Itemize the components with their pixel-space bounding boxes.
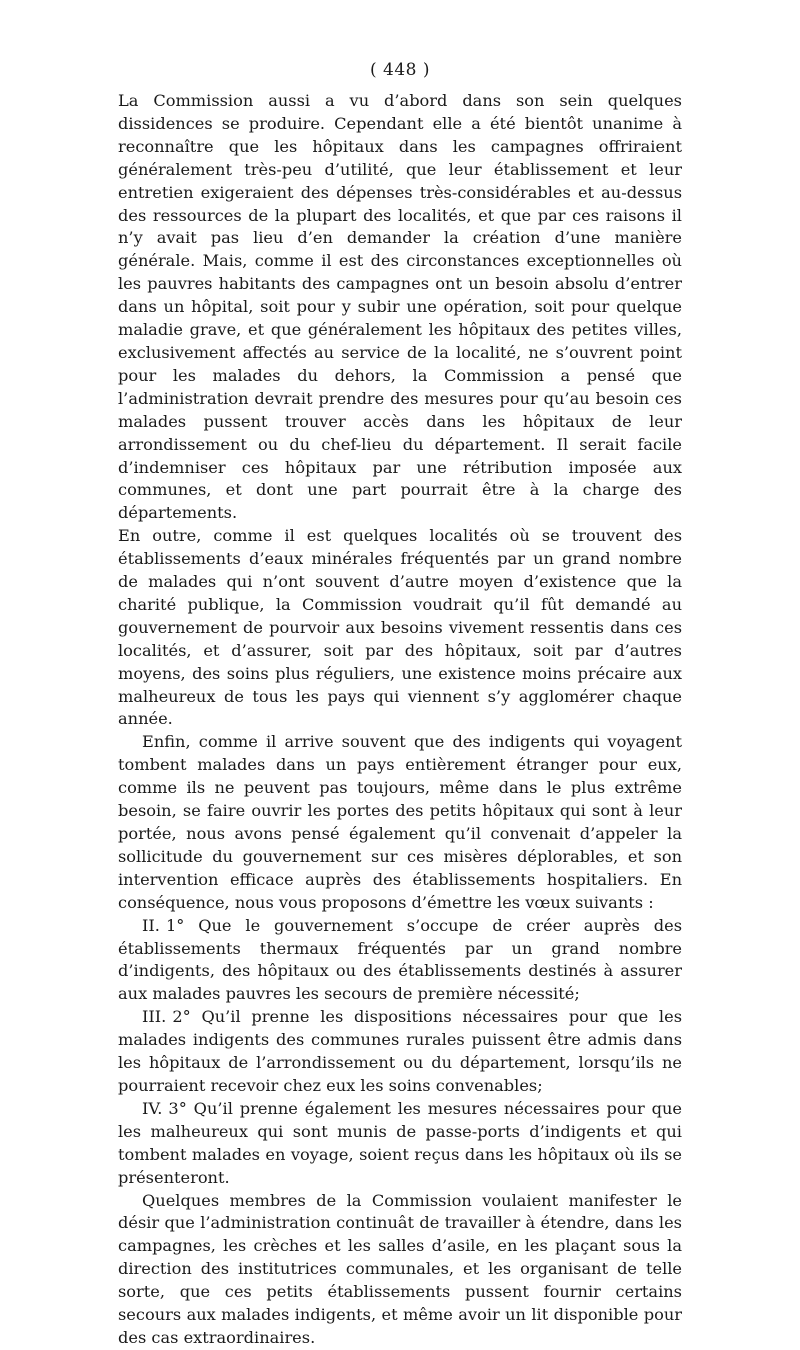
paragraph-eaux-minerales: En outre, comme il est quelques localités où se trouvent des établissements d’eaux minérales fréquentés par un grand nombre de malades qui n’ont souvent d’autre moyen d’existence que la charité publique, la Commission voudrait qu’il fût demandé au gouvernement de pourvoir aux besoins vivement ressentis dans ces localités, et d’assurer, soit par des hôpitaux, soit par d’autres moyens, des soins plus réguliers, une existence moins précaire aux malheureux de tous les pays qui viennent s’y agglomérer chaque année. (118, 526, 682, 729)
document-page (118, 58, 682, 1350)
vow-item (118, 1098, 682, 1190)
vow-text: 1° Que le gouvernement s’occupe de créer auprès des établissements thermaux fréquentés par un grand nombre d’indigents, des hôpitaux ou des établissements destinés à assurer aux malades pauvres les secours de première nécessité; (118, 915, 682, 1004)
vow-number: III. (142, 1007, 167, 1027)
paragraph-commission-dissidences: La Commission aussi a vu d’abord dans son sein quelques dissidences se produire. Cependant elle a été bientôt unanime à reconnaître que les hôpitaux dans les campagnes offriraient généralement très-peu d’utilité, que leur établissement et leur entretien exigeraient des dépenses très-considérables et au-dessus des ressources de la plupart des localités, et que par ces raisons il n’y avait pas lieu d’en demander la création d’une manière générale. Mais, comme il est des circonstances exceptionnelles où les pauvres habitants des campagnes ont un besoin absolu d’entrer dans un hôpital, soit pour y subir une opération, soit pour quelque maladie grave, et que généralement les hôpitaux des petites villes, exclusivement affectés au service de la localité, ne s’ouvrent point pour les malades du dehors, la Commission a pensé que l’administration devrait prendre des mesures pour qu’au besoin ces malades pussent trouver accès dans les hôpitaux de leur arrondissement ou du chef-lieu du département. Il serait facile d’indemniser ces hôpitaux par une rétribution imposée aux communes, et dont une part pourrait être à la charge des départements. (118, 91, 682, 523)
page-number: ( 448 ) (369, 60, 431, 80)
vow-number: II. (142, 915, 160, 935)
vow-text: 2° Qu’il prenne les dispositions nécessaires pour que les malades indigents des communes rurales puissent être admis dans les hôpitaux de l’arrondissement ou du département, lorsqu’ils ne pourraient recevoir chez eux les soins convenables; (118, 1007, 682, 1095)
vow-item (118, 1006, 682, 1098)
vow-text: 3° Qu’il prenne également les mesures nécessaires pour que les malheureux qui sont munis de passe-ports d’indigents et qui tombent malades en voyage, soient reçus dans les hôpitaux où ils se présenteront. (118, 1098, 682, 1187)
paragraph-closing: Quelques membres de la Commission voulaient manifester le désir que l’administration continuât de travailler à étendre, dans les campagnes, les crèches et les salles d’asile, en les plaçant sous la direction des institutrices communales, et les organisant de telle sorte, que ces petits établissements pussent fournir certains secours aux malades indigents, et même avoir un lit disponible pour des cas extraordinaires. (118, 1190, 682, 1347)
vow-number: IV. (142, 1098, 163, 1118)
paragraph-indigents-voyageurs: Enfin, comme il arrive souvent que des indigents qui voyagent tombent malades dans un pays entièrement étranger pour eux, comme ils ne peuvent pas toujours, même dans le plus extrême besoin, se faire ouvrir les portes des petits hôpitaux qui sont à leur portée, nous avons pensé également qu’il convenait d’appeler la sollicitude du gouvernement sur ces misères déplorables, et son intervention efficace auprès des établissements hospitaliers. En conséquence, nous vous proposons d’émettre les vœux suivants : (118, 732, 682, 912)
vow-item (118, 915, 682, 1007)
